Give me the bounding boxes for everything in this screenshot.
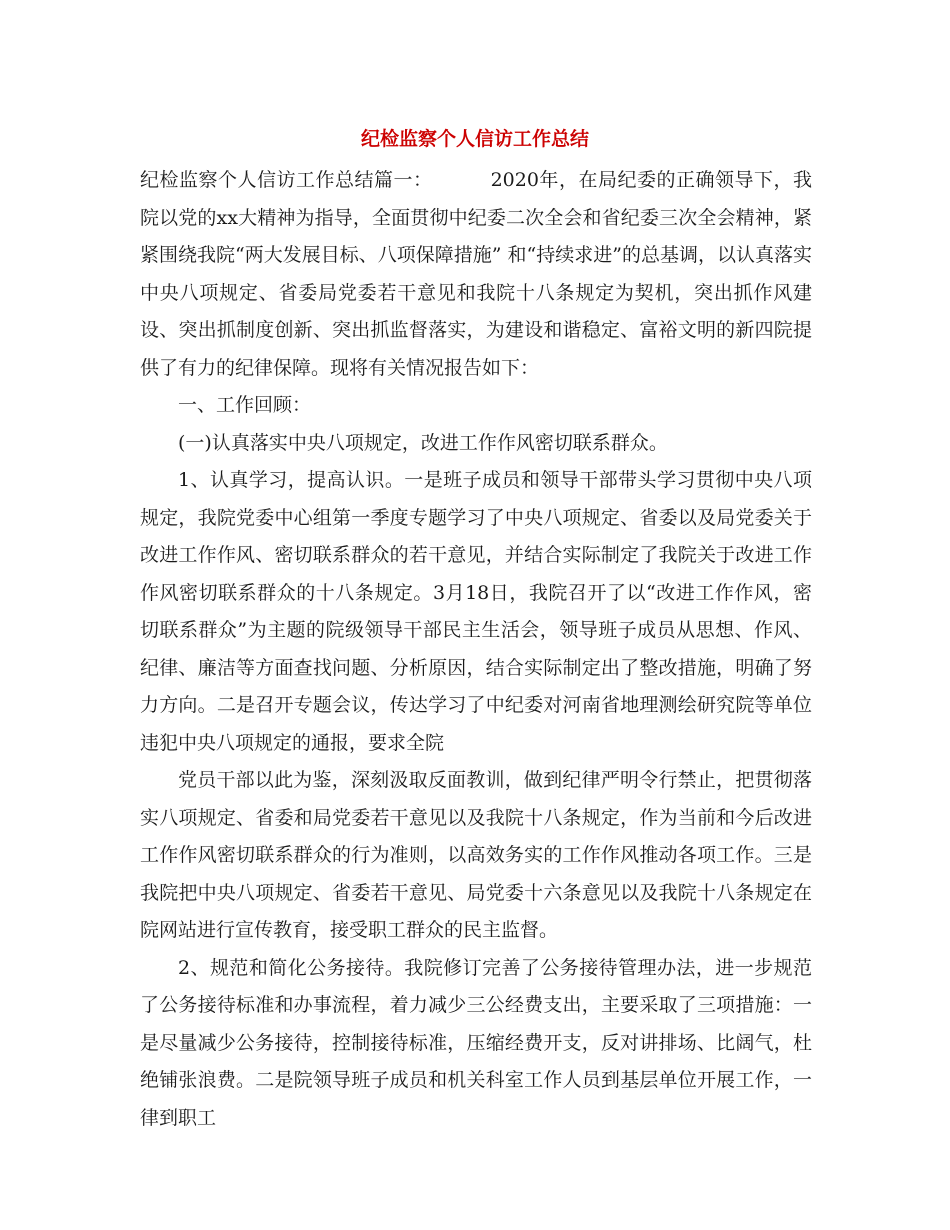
paragraph-intro-text: 2020年，在局纪委的正确领导下，我院以党的xx大精神为指导，全面贯彻中纪委二次全会和省纪委三次全会精神，紧紧围绕我院“两大发展目标、八项保障措施” 和“持续求进”的总基调，以认真落实中央八项规定、省委局党委若干意见和我院十八条规定为契机，突出抓作风建设、突出抓制度创新、突出抓监督落实，为建设和谐稳定、富裕文明的新四院提供了有力的纪律保障。现将有关情况报告如下： xyxy=(140,169,812,379)
document-title: 纪检监察个人信访工作总结 xyxy=(360,128,589,150)
paragraph-intro xyxy=(140,162,812,387)
section-heading: 一、工作回顾： xyxy=(178,394,312,416)
paragraph-continuation: 党员干部以此为鉴，深刻汲取反面教训，做到纪律严明令行禁止，把贯彻落实八项规定、省委和局党委若干意见以及我院十八条规定，作为当前和今后改进工作作风密切联系群众的行为准则，以高效务实的工作作风推动各项工作。三是我院把中央八项规定、省委若干意见、局党委十六条意见以及我院十八条规定在院网站进行宣传教育，接受职工群众的民主监督。 xyxy=(140,769,812,941)
intro-label: 纪检监察个人信访工作总结篇一： xyxy=(140,169,433,191)
subsection-heading: (一)认真落实中央八项规定，改进工作作风密切联系群众。 xyxy=(178,431,668,454)
document-body xyxy=(140,162,812,1137)
paragraph-item-1: 1、认真学习，提高认识。一是班子成员和领导干部带头学习贯彻中央八项规定，我院党委中心组第一季度专题学习了中央八项规定、省委以及局党委关于改进工作作风、密切联系群众的若干意见，并结合实际制定了我院关于改进工作作风密切联系群众的十八条规定。3月18日，我院召开了以“改进工作作风，密切联系群众”为主题的院级领导干部民主生活会，领导班子成员从思想、作风、纪律、廉洁等方面查找问题、分析原因，结合实际制定出了整改措施，明确了努力方向。二是召开专题会议，传达学习了中纪委对河南省地理测绘研究院等单位违犯中央八项规定的通报，要求全院 xyxy=(140,469,812,754)
paragraph-item-2: 2、规范和简化公务接待。我院修订完善了公务接待管理办法，进一步规范了公务接待标准和办事流程，着力减少三公经费支出，主要采取了三项措施：一是尽量减少公务接待，控制接待标准，压缩经费开支，反对讲排场、比阔气，杜绝铺张浪费。二是院领导班子成员和机关科室工作人员到基层单位开展工作，一律到职工 xyxy=(140,956,812,1129)
